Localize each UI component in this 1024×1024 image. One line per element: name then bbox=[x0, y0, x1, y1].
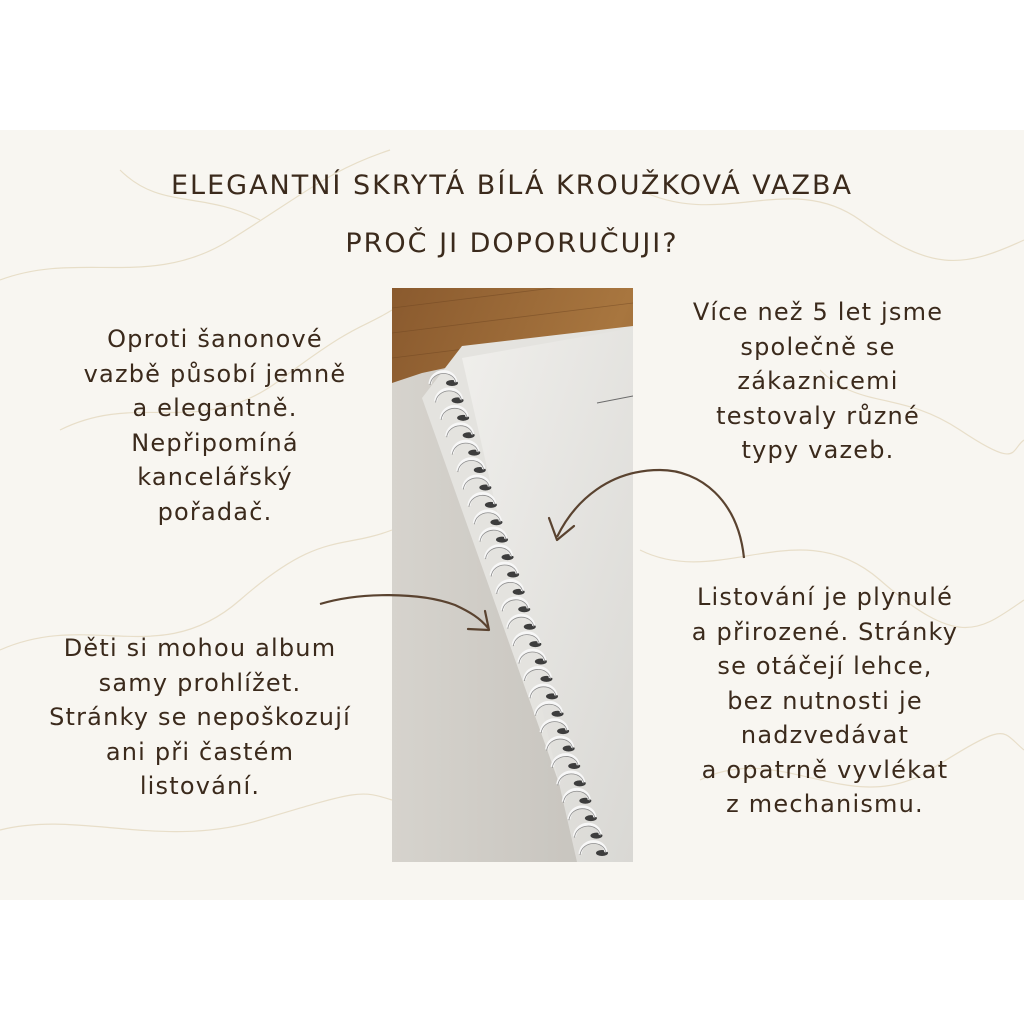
text-block-top-right: Více než 5 let jsme společně se zákaznicemi testovaly různé typy vazeb. bbox=[692, 298, 944, 464]
page-title: ELEGANTNÍ SKRYTÁ BÍLÁ KROUŽKOVÁ VAZBA bbox=[170, 170, 853, 201]
text-block-bottom-left: Děti si mohou album samy prohlížet. Stránky se nepoškozují ani při častém listování. bbox=[49, 634, 351, 800]
spiral-binding-photo bbox=[392, 288, 633, 862]
text-block-top-left: Oproti šanonové vazbě působí jemně a elegantně. Nepřipomíná kancelářský pořadač. bbox=[83, 325, 347, 526]
text-block-bottom-right: Listování je plynulé a přirozené. Stránky se otáčejí lehce, bez nutnosti je nadzvedávat a opatrně vyvlékat z mechanismu. bbox=[691, 583, 959, 818]
page-subtitle: PROČ JI DOPORUČUJI? bbox=[345, 228, 679, 259]
